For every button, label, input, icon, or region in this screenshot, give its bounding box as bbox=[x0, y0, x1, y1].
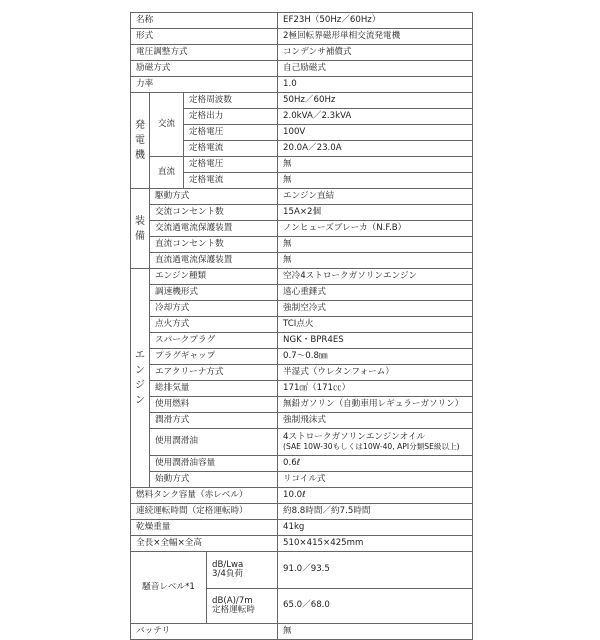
group-char: エ bbox=[135, 350, 145, 361]
row-value: リコイル式 bbox=[278, 472, 473, 488]
row-label: 形式 bbox=[131, 29, 278, 45]
ac-sub-label: 交流 bbox=[150, 93, 184, 157]
row-label: 連続運転時間（定格運転時） bbox=[131, 504, 278, 520]
row-value: 無 bbox=[278, 624, 473, 640]
table-row bbox=[131, 253, 473, 269]
table-row bbox=[131, 189, 473, 205]
row-value: 強制飛沫式 bbox=[278, 413, 473, 429]
row-label: 名称 bbox=[131, 13, 278, 29]
row-label: エアクリーナ方式 bbox=[150, 365, 278, 381]
table-row bbox=[131, 488, 473, 504]
row-value: TCI点火 bbox=[278, 317, 473, 333]
table-row bbox=[131, 552, 473, 589]
table-row bbox=[131, 504, 473, 520]
row-value: 65.0／68.0 bbox=[278, 589, 473, 624]
table-row bbox=[131, 365, 473, 381]
noise-sub-line2: 定格運転時 bbox=[212, 605, 255, 615]
row-value: 41kg bbox=[278, 520, 473, 536]
table-row bbox=[131, 221, 473, 237]
table-row bbox=[131, 413, 473, 429]
row-label: 潤滑方式 bbox=[150, 413, 278, 429]
table-row bbox=[131, 237, 473, 253]
row-value: 2.0kVA／2.3kVA bbox=[278, 109, 473, 125]
row-label: 直流過電流保護装置 bbox=[150, 253, 278, 269]
noise-sub-line1: dB(A)/7m bbox=[212, 595, 253, 606]
row-value: 20.0A／23.0A bbox=[278, 141, 473, 157]
row-label: 使用潤滑油容量 bbox=[150, 456, 278, 472]
table-row bbox=[131, 349, 473, 365]
row-label: プラグギャップ bbox=[150, 349, 278, 365]
row-label: スパークプラグ bbox=[150, 333, 278, 349]
row-value: 約8.8時間／約7.5時間 bbox=[278, 504, 473, 520]
row-label: 乾燥重量 bbox=[131, 520, 278, 536]
noise-sub-line1: dB/Lwa bbox=[212, 559, 244, 570]
table-row bbox=[131, 456, 473, 472]
table-row bbox=[131, 429, 473, 456]
group-char: 電 bbox=[135, 135, 145, 146]
engine-group-label bbox=[131, 269, 150, 488]
table-row bbox=[131, 397, 473, 413]
group-char: 備 bbox=[135, 230, 145, 242]
row-label: エンジン種類 bbox=[150, 269, 278, 285]
group-char: 装 bbox=[135, 215, 145, 227]
table-row bbox=[131, 381, 473, 397]
row-value: 強制空冷式 bbox=[278, 301, 473, 317]
row-value: 無 bbox=[278, 173, 473, 189]
row-label: 定格電圧 bbox=[184, 157, 278, 173]
row-value: 2極回転界磁形単相交流発電機 bbox=[278, 29, 473, 45]
row-label: バッテリ bbox=[131, 624, 278, 640]
row-label: 調速機形式 bbox=[150, 285, 278, 301]
row-value: 自己励磁式 bbox=[278, 61, 473, 77]
row-value: 91.0／93.5 bbox=[278, 552, 473, 589]
row-label: 定格電圧 bbox=[184, 125, 278, 141]
noise-label: 騒音レベル*1 bbox=[131, 552, 207, 624]
row-label: 交流コンセント数 bbox=[150, 205, 278, 221]
table-row bbox=[131, 317, 473, 333]
row-value: 無 bbox=[278, 253, 473, 269]
group-char: 発 bbox=[135, 120, 145, 131]
row-value: 1.0 bbox=[278, 77, 473, 93]
row-label: 冷却方式 bbox=[150, 301, 278, 317]
row-label: 定格周波数 bbox=[184, 93, 278, 109]
group-char: ン bbox=[135, 395, 145, 406]
noise-sub-label bbox=[207, 552, 278, 589]
row-label: 燃料タンク容量（赤レベル） bbox=[131, 488, 278, 504]
row-value: 15A×2個 bbox=[278, 205, 473, 221]
row-value: 無 bbox=[278, 237, 473, 253]
table-row bbox=[131, 29, 473, 45]
row-value: ノンヒューズブレーカ（N.F.B） bbox=[278, 221, 473, 237]
noise-sub-line2: 3/4負荷 bbox=[212, 569, 244, 579]
row-label: 使用燃料 bbox=[150, 397, 278, 413]
row-label: 電圧調整方式 bbox=[131, 45, 278, 61]
row-value: 0.6ℓ bbox=[278, 456, 473, 472]
row-value: 510×415×425mm bbox=[278, 536, 473, 552]
row-value: 無鉛ガソリン（自動車用レギュラーガソリン） bbox=[278, 397, 473, 413]
group-char: ジ bbox=[135, 380, 145, 391]
row-label: 総排気量 bbox=[150, 381, 278, 397]
table-row bbox=[131, 61, 473, 77]
row-label: 定格電流 bbox=[184, 173, 278, 189]
generator-group-label bbox=[131, 93, 150, 189]
row-label: 直流コンセント数 bbox=[150, 237, 278, 253]
row-value: 0.7〜0.8㎜ bbox=[278, 349, 473, 365]
row-value: 半湿式（ウレタンフォーム） bbox=[278, 365, 473, 381]
row-label: 定格電流 bbox=[184, 141, 278, 157]
row-value: 50Hz／60Hz bbox=[278, 93, 473, 109]
row-label: 始動方式 bbox=[150, 472, 278, 488]
table-row bbox=[131, 45, 473, 61]
row-value: 10.0ℓ bbox=[278, 488, 473, 504]
row-value: コンデンサ補償式 bbox=[278, 45, 473, 61]
oil-value-line2: (SAE 10W-30もしくは10W-40, API分類SE級以上) bbox=[283, 441, 460, 451]
row-label: 定格出力 bbox=[184, 109, 278, 125]
table-row bbox=[131, 269, 473, 285]
group-char: ン bbox=[135, 365, 145, 376]
row-label: 点火方式 bbox=[150, 317, 278, 333]
table-row bbox=[131, 301, 473, 317]
table-row bbox=[131, 333, 473, 349]
row-label: 交流過電流保護装置 bbox=[150, 221, 278, 237]
row-label: 全長×全幅×全高 bbox=[131, 536, 278, 552]
equipment-group-label bbox=[131, 189, 150, 269]
table-row bbox=[131, 536, 473, 552]
table-row bbox=[131, 205, 473, 221]
noise-sub-label bbox=[207, 589, 278, 624]
spec-table bbox=[130, 12, 473, 640]
row-value: EF23H（50Hz／60Hz） bbox=[278, 13, 473, 29]
row-value: 171㎤（171㏄） bbox=[278, 381, 473, 397]
row-value bbox=[278, 429, 473, 456]
row-value: エンジン直結 bbox=[278, 189, 473, 205]
table-row bbox=[131, 285, 473, 301]
table-row bbox=[131, 472, 473, 488]
row-label: 使用潤滑油 bbox=[150, 429, 278, 456]
table-row bbox=[131, 520, 473, 536]
row-value: 空冷4ストロークガソリンエンジン bbox=[278, 269, 473, 285]
row-value: 100V bbox=[278, 125, 473, 141]
table-row bbox=[131, 624, 473, 640]
row-label: 力率 bbox=[131, 77, 278, 93]
group-char: 機 bbox=[135, 150, 145, 161]
row-label: 駆動方式 bbox=[150, 189, 278, 205]
row-label: 励磁方式 bbox=[131, 61, 278, 77]
table-row bbox=[131, 77, 473, 93]
dc-sub-label: 直流 bbox=[150, 157, 184, 189]
table-row bbox=[131, 157, 473, 173]
oil-value-line1: 4ストロークガソリンエンジンオイル bbox=[283, 432, 426, 443]
table-row bbox=[131, 13, 473, 29]
row-value: 遠心重錘式 bbox=[278, 285, 473, 301]
row-value: 無 bbox=[278, 157, 473, 173]
row-value: NGK・BPR4ES bbox=[278, 333, 473, 349]
table-row bbox=[131, 93, 473, 109]
